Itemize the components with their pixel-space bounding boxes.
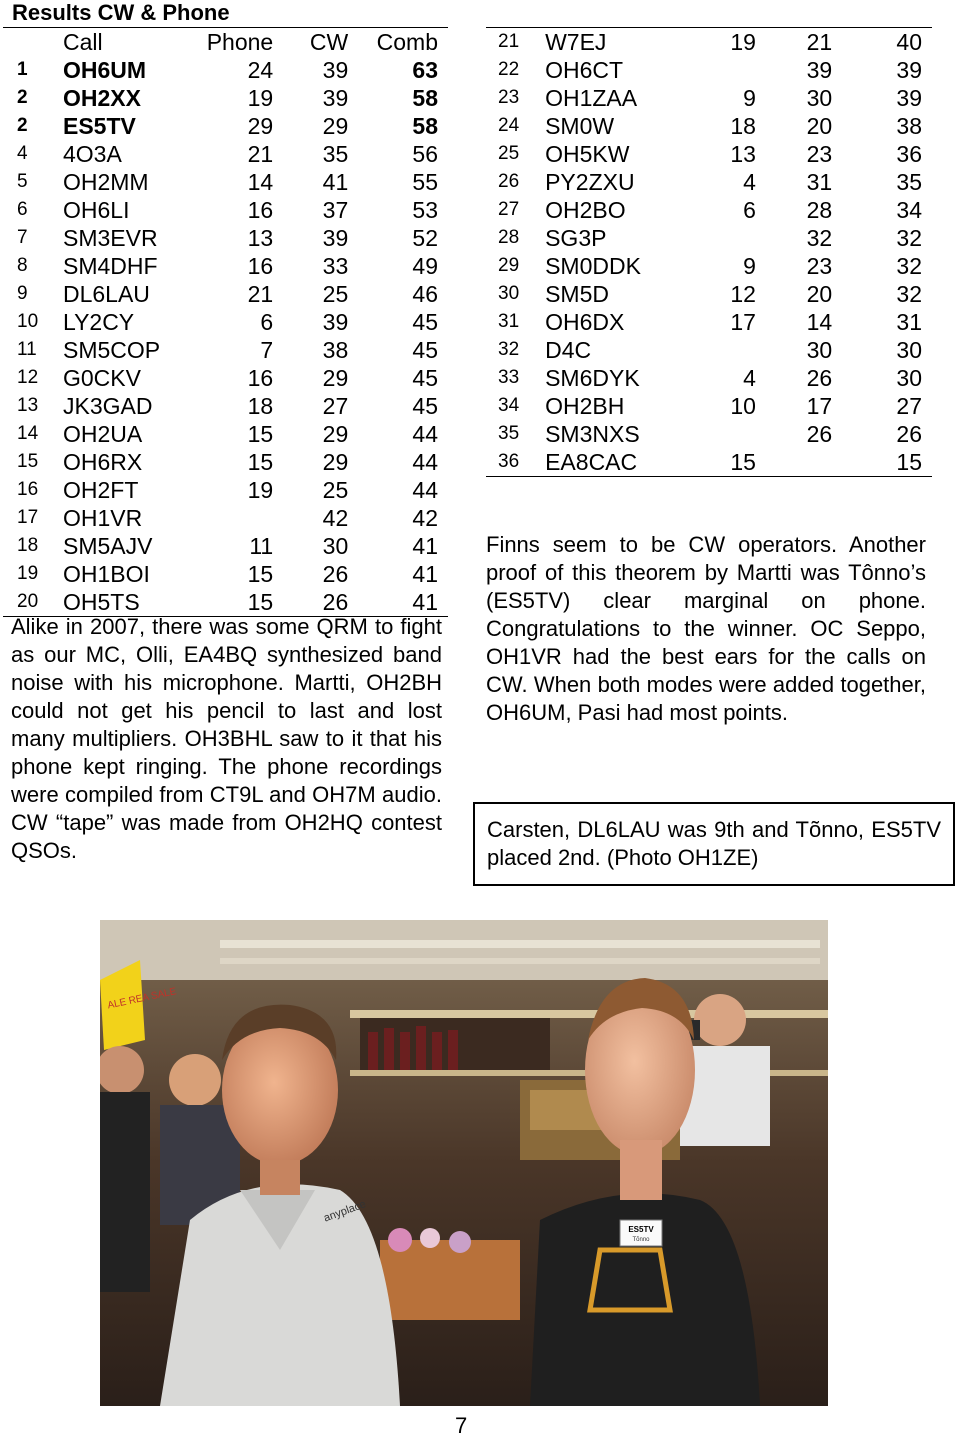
- commentary-paragraph-left: Alike in 2007, there was some QRM to fight as our MC, Olli, EA4BQ synthesized band noise with his microphone. Martti, OH2BH could not get his pencil to last and lost many multipliers. OH3BHL saw to it that his phone kept ringing. The phone recordings were compiled from CT9L and OH7M audio. CW “tape” was made from OH2HQ contest QSOs.: [11, 614, 442, 863]
- comb-cell: 26: [896, 421, 922, 447]
- phone-cell: 15: [730, 449, 756, 475]
- call-cell: OH1ZAA: [545, 85, 638, 111]
- phone-cell: 19: [730, 29, 756, 55]
- comb-cell: 44: [412, 477, 438, 503]
- photo-caption: Carsten, DL6LAU was 9th and Tõnno, ES5TV placed 2nd. (Photo OH1ZE): [473, 802, 955, 886]
- phone-cell: 10: [730, 393, 756, 419]
- phone-cell: 14: [247, 169, 274, 195]
- call-cell: OH6UM: [62, 57, 147, 83]
- phone-cell: 29: [247, 113, 274, 139]
- table-row: [486, 280, 932, 308]
- cw-cell: 39: [322, 85, 349, 111]
- call-cell: OH2MM: [62, 169, 149, 195]
- call-cell: OH5TS: [62, 589, 140, 615]
- comb-cell: 58: [412, 85, 438, 111]
- cw-cell: 41: [322, 169, 349, 195]
- comb-cell: 53: [412, 197, 438, 223]
- cw-cell: 38: [322, 337, 349, 363]
- table-row: [3, 140, 448, 168]
- table-row: [486, 196, 932, 224]
- table-row: [3, 168, 448, 196]
- phone-cell: 18: [730, 113, 756, 139]
- call-cell: ES5TV: [62, 113, 136, 139]
- cw-cell: 29: [322, 365, 349, 391]
- call-cell: OH2FT: [62, 477, 139, 503]
- rank-cell: 18: [17, 535, 39, 556]
- call-cell: SM0DDK: [545, 253, 641, 279]
- call-cell: PY2ZXU: [545, 169, 635, 195]
- call-cell: SM4DHF: [62, 253, 158, 279]
- call-cell: EA8CAC: [545, 449, 638, 475]
- photo-shirt-logo: anyplace: [322, 1198, 368, 1225]
- table-row: [486, 336, 932, 364]
- call-cell: SM6DYK: [545, 365, 640, 391]
- phone-cell: 21: [247, 281, 274, 307]
- page-number: 7: [455, 1413, 468, 1438]
- cw-cell: [756, 448, 832, 477]
- table-row: [3, 280, 448, 308]
- table-row: [3, 392, 448, 420]
- phone-cell: 6: [260, 309, 274, 335]
- cw-cell: 26: [322, 561, 349, 587]
- table-row: [486, 28, 932, 57]
- cw-cell: 42: [322, 505, 349, 531]
- phone-cell: 15: [247, 421, 274, 447]
- comb-cell: 49: [412, 253, 438, 279]
- call-cell: OH1VR: [62, 505, 143, 531]
- comb-cell: 15: [896, 449, 922, 475]
- cw-cell: 14: [806, 309, 833, 335]
- cw-cell: 25: [322, 477, 349, 503]
- phone-cell: 15: [247, 449, 274, 475]
- table-row: [486, 448, 932, 477]
- cw-cell: 17: [806, 393, 833, 419]
- call-cell: OH1BOI: [62, 561, 150, 587]
- table-row: [3, 476, 448, 504]
- comb-cell: 40: [896, 29, 922, 55]
- phone-cell: 12: [730, 281, 756, 307]
- table-row: [3, 504, 448, 532]
- comb-cell: 39: [896, 85, 922, 111]
- call-cell: DL6LAU: [62, 281, 150, 307]
- table-row: [3, 224, 448, 252]
- call-cell: OH6DX: [545, 309, 625, 335]
- call-cell: W7EJ: [545, 29, 607, 55]
- table-row: [486, 84, 932, 112]
- results-table-left: [3, 27, 448, 617]
- cw-cell: 28: [806, 197, 833, 223]
- phone-cell: 16: [247, 197, 274, 223]
- rank-cell: 12: [17, 367, 39, 388]
- comb-cell: 35: [896, 169, 922, 195]
- cw-cell: 35: [322, 141, 349, 167]
- call-cell: SG3P: [545, 225, 607, 251]
- rank-cell: 7: [17, 227, 28, 248]
- rank-cell: 31: [498, 311, 520, 332]
- rank-cell: 36: [498, 451, 520, 472]
- call-cell: OH2BO: [545, 197, 626, 223]
- comb-cell: 44: [412, 449, 438, 475]
- comb-cell: 32: [896, 281, 922, 307]
- comb-cell: 41: [412, 561, 438, 587]
- rank-cell: 5: [17, 171, 28, 192]
- phone-cell: 15: [247, 589, 274, 615]
- phone-cell: 16: [247, 365, 274, 391]
- comb-cell: 34: [896, 197, 922, 223]
- photo-badge-name: Tõnno: [632, 1237, 650, 1243]
- table-row: [3, 112, 448, 140]
- rank-cell: 17: [17, 507, 39, 528]
- table-row: [3, 84, 448, 112]
- call-cell: G0CKV: [62, 365, 141, 391]
- call-cell: SM5AJV: [62, 533, 153, 559]
- cw-cell: 23: [806, 141, 833, 167]
- comb-cell: 45: [412, 309, 438, 335]
- rank-cell: 20: [17, 591, 39, 612]
- call-cell: OH5KW: [545, 141, 630, 167]
- photo-sign-text: ALE REA SALE: [106, 986, 178, 1012]
- comb-cell: 55: [412, 169, 438, 195]
- table-row: [3, 560, 448, 588]
- rank-cell: 25: [498, 143, 520, 164]
- rank-cell: 22: [498, 59, 520, 80]
- phone-cell: 15: [247, 561, 274, 587]
- phone-cell: 21: [247, 141, 274, 167]
- header-call: Call: [62, 29, 103, 55]
- comb-cell: 38: [896, 113, 922, 139]
- comb-cell: 46: [412, 281, 438, 307]
- phone-cell: [192, 504, 273, 532]
- comb-cell: 32: [896, 225, 922, 251]
- cw-cell: 26: [806, 365, 833, 391]
- rank-cell: 10: [17, 311, 39, 332]
- commentary-paragraph-right: Finns seem to be CW operators. Another proof of this theorem by Martti was Tônno’s (ES5TV) clear marginal on phone. Congratulations to the winner. OC Seppo, OH1VR had the best ears for the calls on CW. When both modes were added together, OH6UM, Pasi had most points.: [486, 532, 926, 725]
- table-row: [486, 364, 932, 392]
- phone-cell: 19: [247, 477, 274, 503]
- cw-cell: 25: [322, 281, 349, 307]
- rank-cell: 34: [498, 395, 520, 416]
- call-cell: D4C: [545, 337, 592, 363]
- table-header-row: [3, 28, 448, 57]
- cw-cell: 33: [322, 253, 349, 279]
- header-rank: [3, 28, 63, 57]
- rank-cell: 6: [17, 199, 28, 220]
- rank-cell: 1: [17, 59, 28, 80]
- phone-cell: [676, 56, 756, 84]
- cw-cell: 32: [806, 225, 833, 251]
- results-table-right-body: [486, 28, 932, 477]
- table-row: [486, 56, 932, 84]
- table-row: [486, 168, 932, 196]
- comb-cell: 52: [412, 225, 438, 251]
- rank-cell: 33: [498, 367, 520, 388]
- table-row: [3, 308, 448, 336]
- header-comb: Comb: [376, 29, 438, 55]
- cw-cell: 21: [806, 29, 833, 55]
- table-row: [3, 336, 448, 364]
- rank-cell: 29: [498, 255, 520, 276]
- call-cell: OH6LI: [62, 197, 130, 223]
- rank-cell: 2: [17, 115, 28, 136]
- cw-cell: 30: [806, 85, 833, 111]
- phone-cell: 13: [247, 225, 274, 251]
- table-row: [3, 448, 448, 476]
- call-cell: SM5D: [545, 281, 609, 307]
- phone-cell: 7: [260, 337, 274, 363]
- table-row: [3, 56, 448, 84]
- phone-cell: 18: [247, 393, 274, 419]
- phone-cell: [676, 336, 756, 364]
- table-row: [486, 392, 932, 420]
- call-cell: OH6CT: [545, 57, 624, 83]
- call-cell: JK3GAD: [62, 393, 153, 419]
- call-cell: SM5COP: [62, 337, 161, 363]
- rank-cell: 4: [17, 143, 28, 164]
- cw-cell: 39: [322, 225, 349, 251]
- call-cell: SM0W: [545, 113, 615, 139]
- phone-cell: 4: [743, 365, 756, 391]
- phone-cell: [676, 420, 756, 448]
- cw-cell: 20: [806, 113, 833, 139]
- comb-cell: 30: [896, 365, 922, 391]
- results-table-right: [486, 27, 932, 477]
- comb-cell: 41: [412, 589, 438, 615]
- cw-cell: 39: [322, 309, 349, 335]
- table-row: [486, 224, 932, 252]
- cw-cell: 29: [322, 113, 349, 139]
- call-cell: SM3EVR: [62, 225, 158, 251]
- comb-cell: 44: [412, 421, 438, 447]
- rank-cell: 19: [17, 563, 39, 584]
- rank-cell: 11: [17, 339, 37, 360]
- call-cell: SM3NXS: [545, 421, 640, 447]
- phone-cell: 11: [249, 533, 274, 559]
- phone-cell: 19: [247, 85, 274, 111]
- rank-cell: 28: [498, 227, 520, 248]
- table-row: [486, 112, 932, 140]
- comb-cell: 56: [412, 141, 438, 167]
- rank-cell: 2: [17, 87, 28, 108]
- comb-cell: 32: [896, 253, 922, 279]
- table-row: [3, 364, 448, 392]
- phone-cell: 6: [743, 197, 756, 223]
- photo-badge-call: ES5TV: [628, 1225, 654, 1234]
- table-row: [3, 420, 448, 448]
- event-photo: [100, 920, 828, 1406]
- results-table-left-body: [3, 56, 448, 617]
- comb-cell: 27: [896, 393, 922, 419]
- comb-cell: 41: [412, 533, 438, 559]
- cw-cell: 30: [806, 337, 833, 363]
- call-cell: OH6RX: [62, 449, 143, 475]
- rank-cell: 9: [17, 283, 28, 304]
- comb-cell: 63: [412, 57, 438, 83]
- rank-cell: 21: [498, 31, 520, 52]
- phone-cell: 24: [247, 57, 274, 83]
- rank-cell: 24: [498, 115, 520, 136]
- rank-cell: 26: [498, 171, 520, 192]
- cw-cell: 39: [806, 57, 833, 83]
- comb-cell: 39: [896, 57, 922, 83]
- table-row: [486, 420, 932, 448]
- rank-cell: 15: [17, 451, 39, 472]
- cw-cell: 27: [322, 393, 349, 419]
- call-cell: LY2CY: [62, 309, 135, 335]
- rank-cell: 16: [17, 479, 39, 500]
- table-row: [486, 140, 932, 168]
- table-row: [3, 252, 448, 280]
- rank-cell: 23: [498, 87, 520, 108]
- call-cell: OH2UA: [62, 421, 143, 447]
- comb-cell: 30: [896, 337, 922, 363]
- rank-cell: 8: [17, 255, 28, 276]
- comb-cell: 45: [412, 337, 438, 363]
- comb-cell: 36: [896, 141, 922, 167]
- phone-cell: 4: [743, 169, 756, 195]
- phone-cell: 17: [730, 309, 756, 335]
- rank-cell: 35: [498, 423, 520, 444]
- cw-cell: 31: [806, 169, 833, 195]
- cw-cell: 39: [322, 57, 349, 83]
- call-cell: 4O3A: [62, 141, 122, 167]
- header-cw: CW: [309, 29, 349, 55]
- rank-cell: 14: [17, 423, 39, 444]
- rank-cell: 32: [498, 339, 520, 360]
- call-cell: OH2XX: [62, 85, 141, 111]
- phone-cell: 9: [743, 253, 756, 279]
- comb-cell: 45: [412, 365, 438, 391]
- cw-cell: 26: [322, 589, 349, 615]
- cw-cell: 20: [806, 281, 833, 307]
- phone-cell: 13: [730, 141, 756, 167]
- cw-cell: 37: [322, 197, 349, 223]
- comb-cell: 31: [896, 309, 922, 335]
- cw-cell: 23: [806, 253, 833, 279]
- phone-cell: 9: [743, 85, 756, 111]
- comb-cell: 58: [412, 113, 438, 139]
- cw-cell: 29: [322, 421, 349, 447]
- table-row: [3, 532, 448, 560]
- call-cell: OH2BH: [545, 393, 625, 419]
- header-phone: Phone: [206, 29, 274, 55]
- table-row: [486, 308, 932, 336]
- cw-cell: 29: [322, 449, 349, 475]
- rank-cell: 27: [498, 199, 520, 220]
- phone-cell: [676, 224, 756, 252]
- cw-cell: 30: [322, 533, 349, 559]
- results-title: Results CW & Phone: [12, 0, 230, 25]
- rank-cell: 13: [17, 395, 39, 416]
- phone-cell: 16: [247, 253, 274, 279]
- comb-cell: 42: [412, 505, 438, 531]
- table-row: [3, 196, 448, 224]
- table-row: [486, 252, 932, 280]
- comb-cell: 45: [412, 393, 438, 419]
- rank-cell: 30: [498, 283, 520, 304]
- cw-cell: 26: [806, 421, 833, 447]
